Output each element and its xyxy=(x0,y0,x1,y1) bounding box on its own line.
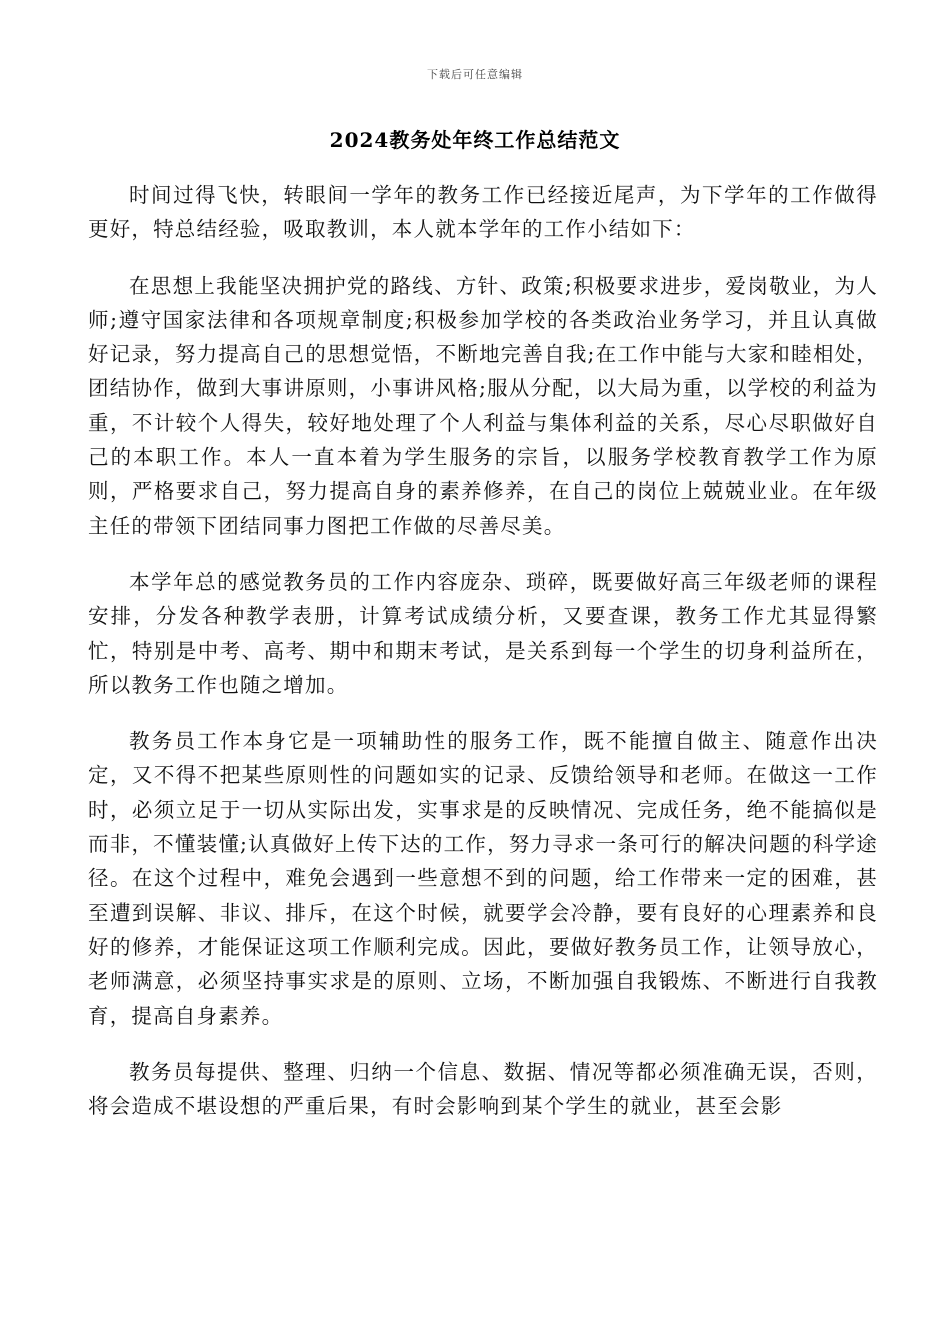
document-body xyxy=(88,178,878,1145)
paragraph-accuracy: 教务员每提供、整理、归纳一个信息、数据、情况等都必须准确无误，否则，将会造成不堪设想的严重后果，有时会影响到某个学生的就业，甚至会影 xyxy=(88,1059,878,1119)
header-note: 下载后可任意编辑 xyxy=(427,68,523,81)
paragraph-service-role: 教务员工作本身它是一项辅助性的服务工作，既不能擅自做主、随意作出决定，又不得不把某些原则性的问题如实的记录、反馈给领导和老师。在做这一工作时，必须立足于一切从实际出发，实事求是的反映情况、完成任务，绝不能搞似是而非，不懂装懂;认真做好上传下达的工作，努力寻求一条可行的解决问题的科学途径。在这个过程中，难免会遇到一些意想不到的问题，给工作带来一定的困难，甚至遭到误解、非议、排斥，在这个时候，就要学会冷静，要有良好的心理素养和良好的修养，才能保证这项工作顺利完成。因此，要做好教务员工作，让领导放心，老师满意，必须坚持事实求是的原则、立场，不断加强自我锻炼、不断进行自我教育，提高自身素养。 xyxy=(88,729,878,1028)
paragraph-intro: 时间过得飞快，转眼间一学年的教务工作已经接近尾声，为下学年的工作做得更好，特总结经验，吸取教训，本人就本学年的工作小结如下： xyxy=(88,183,878,242)
paragraph-ideology: 在思想上我能坚决拥护党的路线、方针、政策;积极要求进步，爱岗敬业，为人师;遵守国家法律和各项规章制度;积极参加学校的各类政治业务学习，并且认真做好记录，努力提高自己的思想觉悟，不断地完善自我;在工作中能与大家和睦相处，团结协作，做到大事讲原则，小事讲风格;服从分配，以大局为重，以学校的利益为重，不计较个人得失，较好地处理了个人利益与集体利益的关系，尽心尽职做好自己的本职工作。本人一直本着为学生服务的宗旨，以服务学校教育教学工作为原则，严格要求自己，努力提高自身的素养修养，在自己的岗位上兢兢业业。在年级主任的带领下团结同事力图把工作做的尽善尽美。 xyxy=(88,273,878,538)
paragraph-workload: 本学年总的感觉教务员的工作内容庞杂、琐碎，既要做好高三年级老师的课程安排，分发各种教学表册，计算考试成绩分析，又要查课，教务工作尤其显得繁忙，特别是中考、高考、期中和期末考试，是关系到每一个学生的切身利益所在，所以教务工作也随之增加。 xyxy=(88,569,878,697)
document-title: 2024教务处年终工作总结范文 xyxy=(329,128,621,152)
